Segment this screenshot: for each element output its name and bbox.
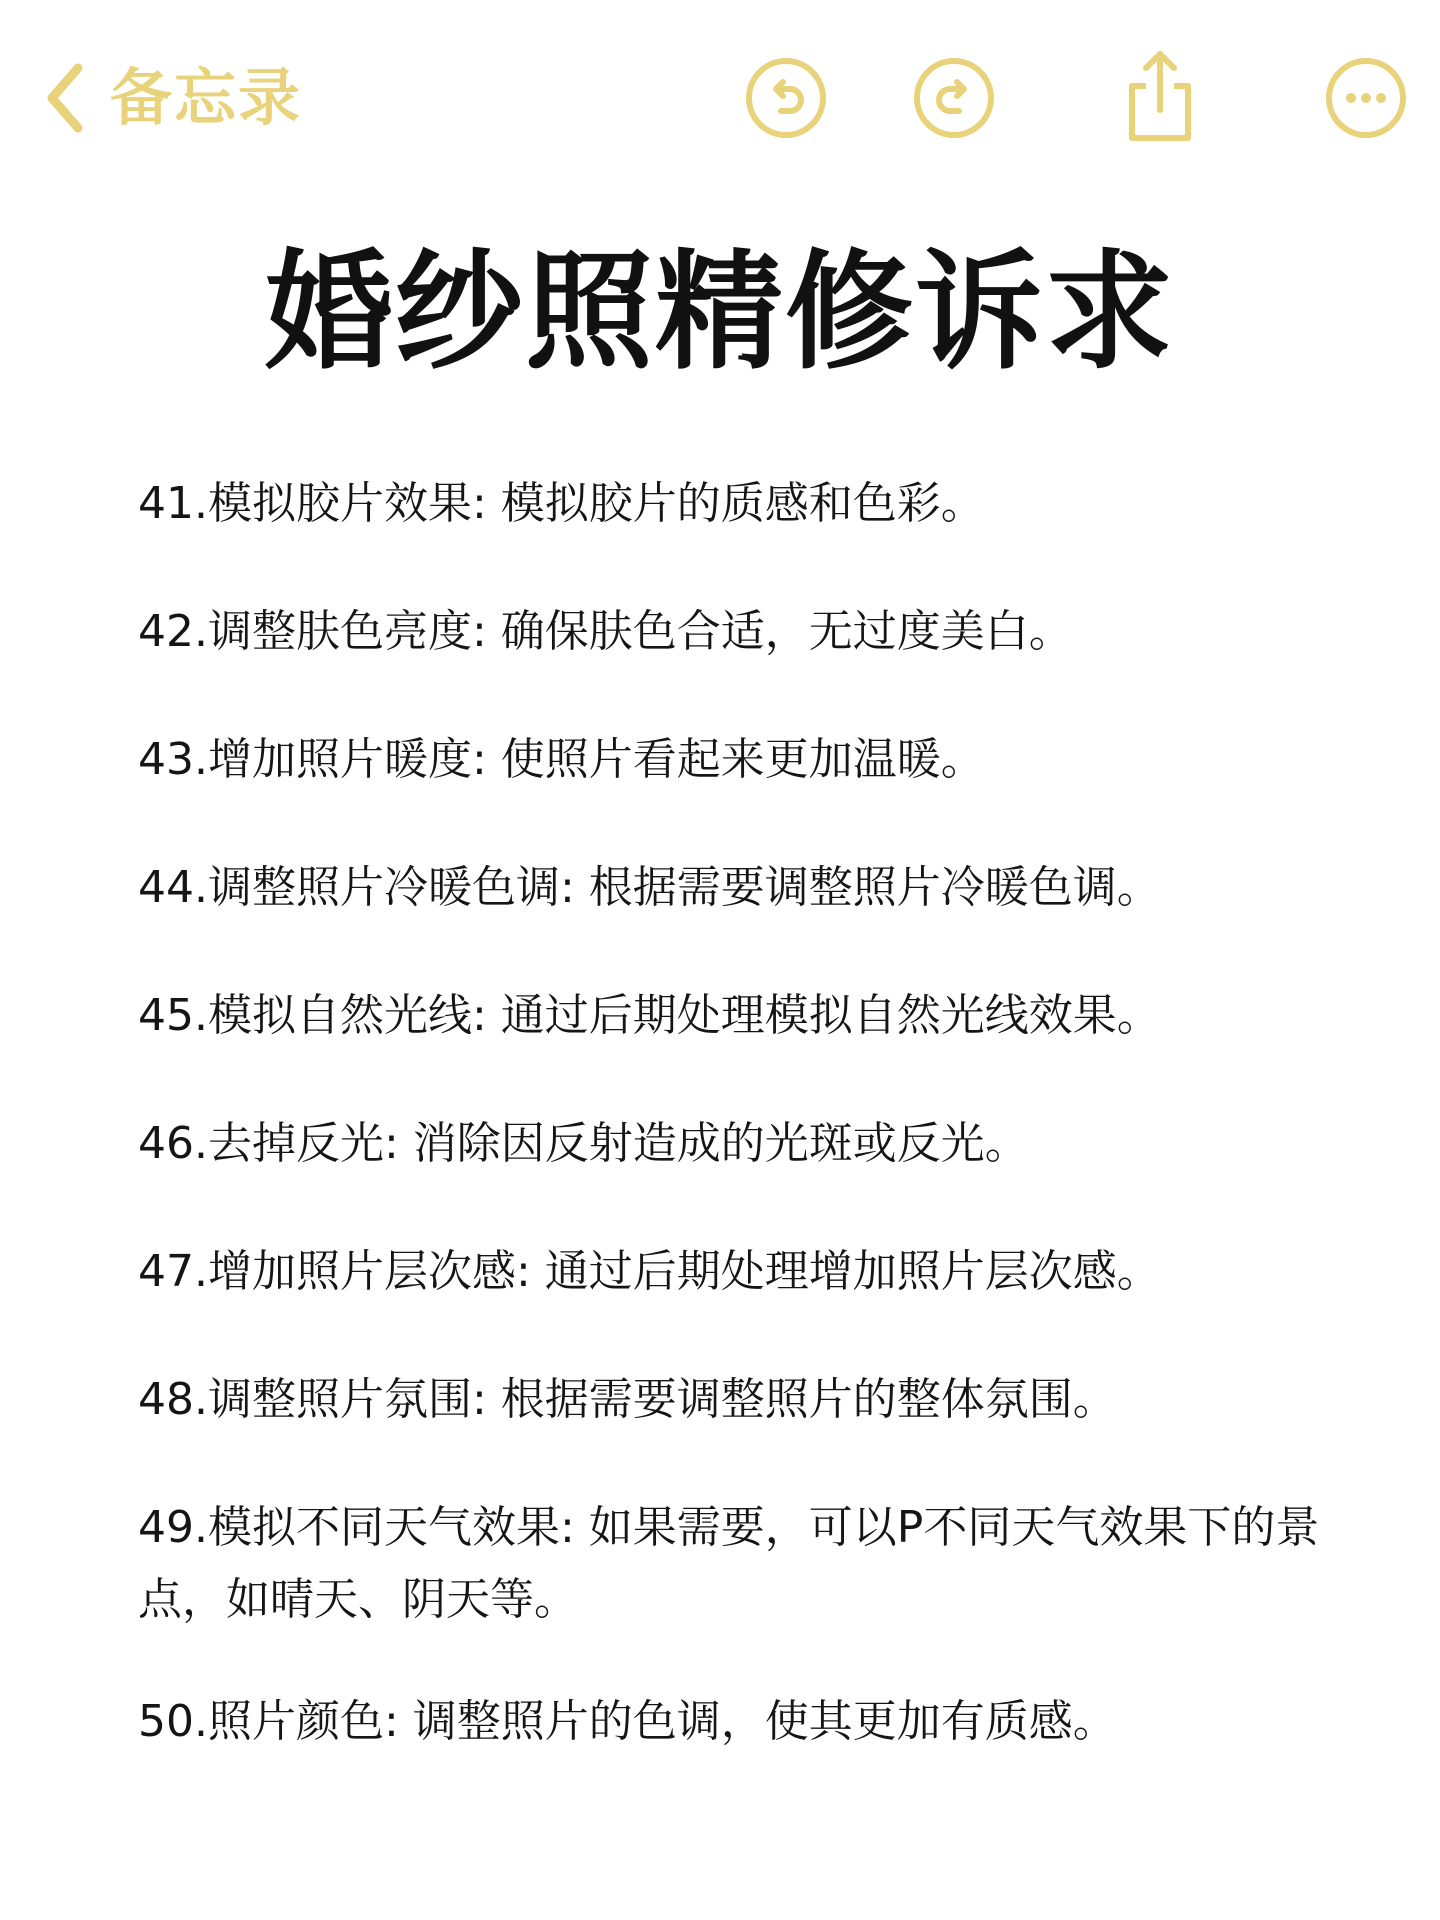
- chevron-left-icon: [44, 62, 84, 134]
- list-item: 47.增加照片层次感: 通过后期处理增加照片层次感。: [138, 1246, 1161, 1297]
- undo-icon: [744, 56, 828, 140]
- note-title: 婚纱照精修诉求: [264, 238, 1175, 387]
- list-item: 44.调整照片冷暖色调: 根据需要调整照片冷暖色调。: [138, 862, 1161, 913]
- list-item: 49.模拟不同天气效果: 如果需要，可以P不同天气效果下的景点，如晴天、阴天等。: [138, 1502, 1320, 1625]
- more-icon: [1324, 56, 1408, 140]
- undo-button[interactable]: [744, 56, 828, 140]
- list-item: 42.调整肤色亮度: 确保肤色合适，无过度美白。: [138, 606, 1073, 657]
- share-button[interactable]: [1120, 48, 1200, 144]
- list-item: 43.增加照片暖度: 使照片看起来更加温暖。: [138, 734, 985, 785]
- list-item: 48.调整照片氛围: 根据需要调整照片的整体氛围。: [138, 1374, 1117, 1425]
- toolbar: [0, 0, 1440, 200]
- share-icon: [1120, 48, 1200, 144]
- list-item: 41.模拟胶片效果: 模拟胶片的质感和色彩。: [138, 478, 985, 529]
- redo-icon: [912, 56, 996, 140]
- note-body[interactable]: [138, 468, 1328, 1814]
- back-button[interactable]: [44, 58, 302, 138]
- back-label: 备忘录: [110, 61, 303, 134]
- more-button[interactable]: [1324, 56, 1408, 140]
- list-item: 45.模拟自然光线: 通过后期处理模拟自然光线效果。: [138, 990, 1161, 1041]
- list-item: 46.去掉反光: 消除因反射造成的光斑或反光。: [138, 1118, 1029, 1169]
- redo-button[interactable]: [912, 56, 996, 140]
- list-item: 50.照片颜色: 调整照片的色调，使其更加有质感。: [138, 1696, 1117, 1747]
